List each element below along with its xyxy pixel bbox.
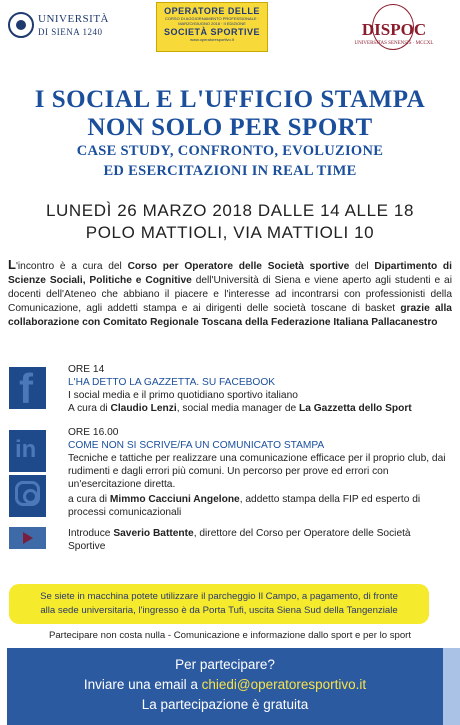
department-seal-text: UNIVERSITAS SENENSIS · MCCXL [354,41,434,46]
speaker-name: Claudio Lenzi [110,403,177,414]
program-description: Tecniche e tattiche per realizzare una comunicazione efficace per il proprio club, dai rudimenti e dagli errori più comuni. Un percorso per prove ed errori con un'esercitazione diretta. [68,453,446,490]
speaker-organization: La Gazzetta dello Sport [299,403,412,414]
cta-email-prefix: Inviare una email a [83,677,202,692]
course-logo-top: OPERATORE DELLE [164,6,260,16]
speaker-prefix: a cura di [68,494,110,505]
program-heading: COME NON SI SCRIVE/FA UN COMUNICATO STAMPA [68,440,325,451]
program-description: I social media e il primo quotidiano sportivo italiano [68,390,298,401]
speaker-prefix: A cura di [68,403,111,414]
cta-box [7,648,443,725]
course-logo-small: CORSO DI AGGIORNAMENTO PROFESSIONALE · MARZO/GIUGNO 2018 · II EDIZIONE [165,16,259,26]
program-time: ORE 16.00 [68,427,119,438]
event-date: LUNEDÌ 26 MARZO 2018 DALLE 14 ALLE 18 [45,201,415,220]
intro-course-name: Corso per Operatore delle Società sportive [127,261,350,272]
program-item [68,363,450,415]
department-name: DISPOC [361,20,427,39]
program-time: ORE 14 [68,364,105,375]
cta-side-strip [443,648,460,725]
university-seal-icon [8,12,34,38]
intro-collaboration: grazie alla collaborazione con Comitato Regionale Toscana della Federazione Italiana Pallacanestro [8,303,452,328]
course-logo-bottom: SOCIETÀ SPORTIVE [163,27,260,37]
cta-free-note: La partecipazione è gratuita [141,697,309,712]
program-heading: L'HA DETTO LA GAZZETTA. SU FACEBOOK [68,377,276,388]
parking-line1: Se siete in macchina potete utilizzare il parcheggio Il Campo, a pagamento, di fronte [40,591,398,602]
parking-line2: alla sede universitaria, l'ingresso è da Porta Tufi, uscita Siena Sud della Tangenziale [40,605,398,616]
intro-text: 'incontro è a cura del [15,261,128,272]
university-city: DI SIENA 1240 [38,27,103,37]
facebook-icon [9,367,46,409]
instagram-icon [9,475,46,517]
department-logo [352,4,436,54]
university-name: UNIVERSITÀ [38,13,109,25]
free-participation-line: Partecipare non costa nulla - Comunicazione e informazione dallo sport e per lo sport [48,630,412,641]
introducer-role: , direttore del Corso per Operatore delle Società Sportive [68,528,411,552]
program-speaker [68,493,450,519]
speaker-role: , addetto stampa della FIP ed esperto di processi comunicazionali [68,494,421,518]
subtitle-line1: CASE STUDY, CONFRONTO, EVOLUZIONE [76,143,384,159]
play-icon [9,527,46,549]
introduction-note [68,527,450,553]
introducer-name: Saverio Battente [113,528,194,539]
main-title-line2: NON SOLO PER SPORT [87,114,373,141]
university-logo [8,10,108,44]
course-logo-url: www.operatoresportivo.it [190,37,234,42]
speaker-role: , social media manager de [176,403,300,414]
event-place: POLO MATTIOLI, VIA MATTIOLI 10 [85,223,375,242]
intro-dropcap: L [8,257,16,272]
program-item [68,426,450,519]
subtitle-line2: ED ESERCITAZIONI IN REAL TIME [103,163,357,179]
linkedin-icon: in [9,430,46,472]
program-speaker [68,402,450,415]
speaker-name: Mimmo Cacciuni Angelone [109,494,240,505]
intro-department-name: Dipartimento di Scienze Sociali, Politiche e Cognitive [8,261,452,286]
cta-email-line [7,675,443,695]
parking-banner [9,584,429,624]
main-title-line1: I SOCIAL E L'UFFICIO STAMPA [34,86,426,113]
cta-question: Per partecipare? [175,657,275,672]
course-logo [156,2,268,52]
cta-email-link[interactable]: chiedi@operatoresportivo.it [201,677,367,692]
intro-prefix: Introduce [68,528,114,539]
intro-text: del [349,261,375,272]
intro-paragraph [8,258,452,330]
intro-text: dell'Università di Siena e viene aperto agli studenti e ai docenti dell'Ateneo che abbiano il piacere e l'interesse ad incontrarsi con professionisti della Comunicazione, agli addetti stampa e ai dirigenti delle società toscane di basket [8,275,452,314]
